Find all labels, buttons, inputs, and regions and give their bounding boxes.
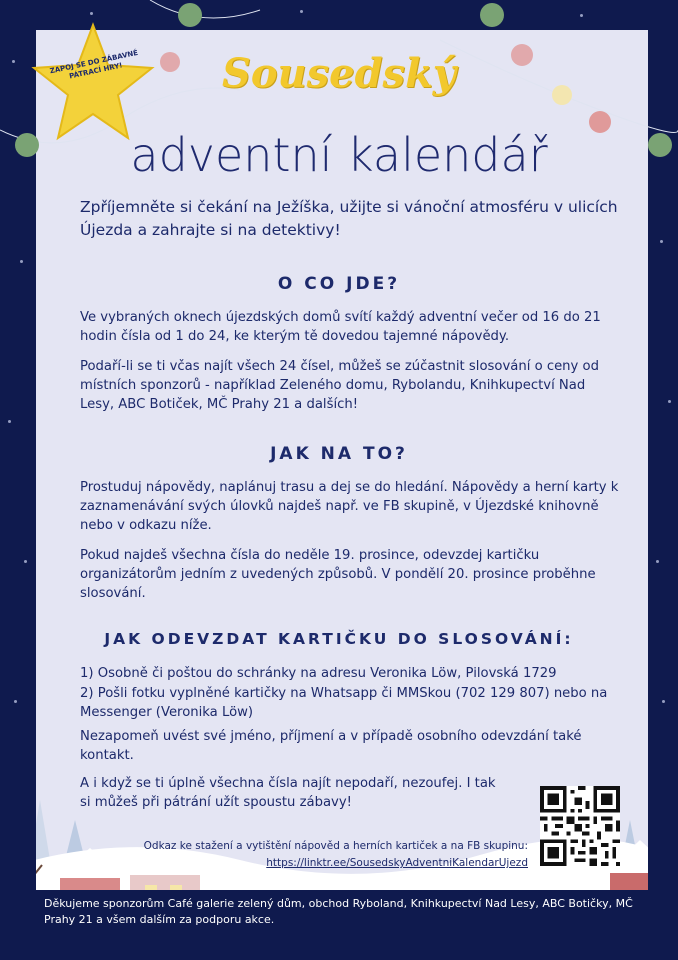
section2-paragraph2: Pokud najdeš všechna čísla do neděle 19. prosince, odevzdej kartičku organizátorům jedním z uvedených způsobů. V pondělí 20. prosince proběhne slosování. <box>80 548 596 601</box>
footer-thanks: Děkujeme sponzorům Café galerie zelený dům, obchod Ryboland, Knihkupectví Nad Lesy, ABC Botičky, MČ Prahy 21 a všem dalším za podporu akce. <box>44 897 633 926</box>
section3-line3: Nezapomeň uvést své jméno, příjmení a v případě osobního odevzdání také kontakt. <box>80 729 582 763</box>
download-label: Odkaz ke stažení a vytištění nápověd a herních kartiček a na FB skupinu: <box>143 840 528 852</box>
intro-text: Zpříjemněte si čekání na Ježíška, užijte si vánoční atmosféru v ulicích Újezda a zahrajte si na detektivy! <box>80 198 618 239</box>
section3-line2: 2) Pošli fotku vyplněné kartičky na Whatsapp či MMSkou (702 129 807) nebo na Messenger (Veronika Löw) <box>80 686 608 720</box>
section3-line1: 1) Osobně či poštou do schránky na adresu Veronika Löw, Pilovská 1729 <box>80 666 557 681</box>
qr-code[interactable] <box>540 786 620 866</box>
heading-jak-na-to: JAK NA TO? <box>270 444 408 464</box>
section3-line4: A i když se ti úplně všechna čísla najít nepodaří, nezoufej. I tak si můžeš při pátrání užít spoustu zábavy! <box>80 776 496 810</box>
section2-paragraph1: Prostuduj nápovědy, naplánuj trasu a dej se do hledání. Nápovědy a herní karty k zaznamenávání svých úlovků najdeš např. ve FB skupině, v Újezdské knihovně nebo v odkazu níže. <box>80 480 619 533</box>
download-link[interactable]: https://linktr.ee/SousedskyAdventniKalendarUjezd <box>266 857 528 869</box>
heading-o-co-jde: O CO JDE? <box>277 274 401 294</box>
download-block <box>68 838 528 872</box>
section1-paragraph2: Podaří-li se ti včas najít všech 24 čísel, můžeš se zúčastnit slosování o ceny od místních sponzorů - například Zeleného domu, Rybolandu, Knihkupectví Nad Lesy, ABC Botiček, MČ Prahy 21 a dalších! <box>80 359 599 412</box>
title-script: Sousedský <box>221 50 457 97</box>
section1-paragraph1: Ve vybraných oknech újezdských domů svítí každý adventní večer od 16 do 21 hodin čísla od 1 do 24, ke kterým tě dovedou tajemné nápovědy. <box>80 310 601 344</box>
heading-jak-odevzdat: JAK ODEVZDAT KARTIČKU DO SLOSOVÁNÍ: <box>104 630 574 648</box>
page-title: adventní kalendář <box>130 128 548 182</box>
star-badge-text: ZAPOJ SE DO ZÁBAVNÉ PÁTRACÍ HRY! <box>49 48 139 81</box>
